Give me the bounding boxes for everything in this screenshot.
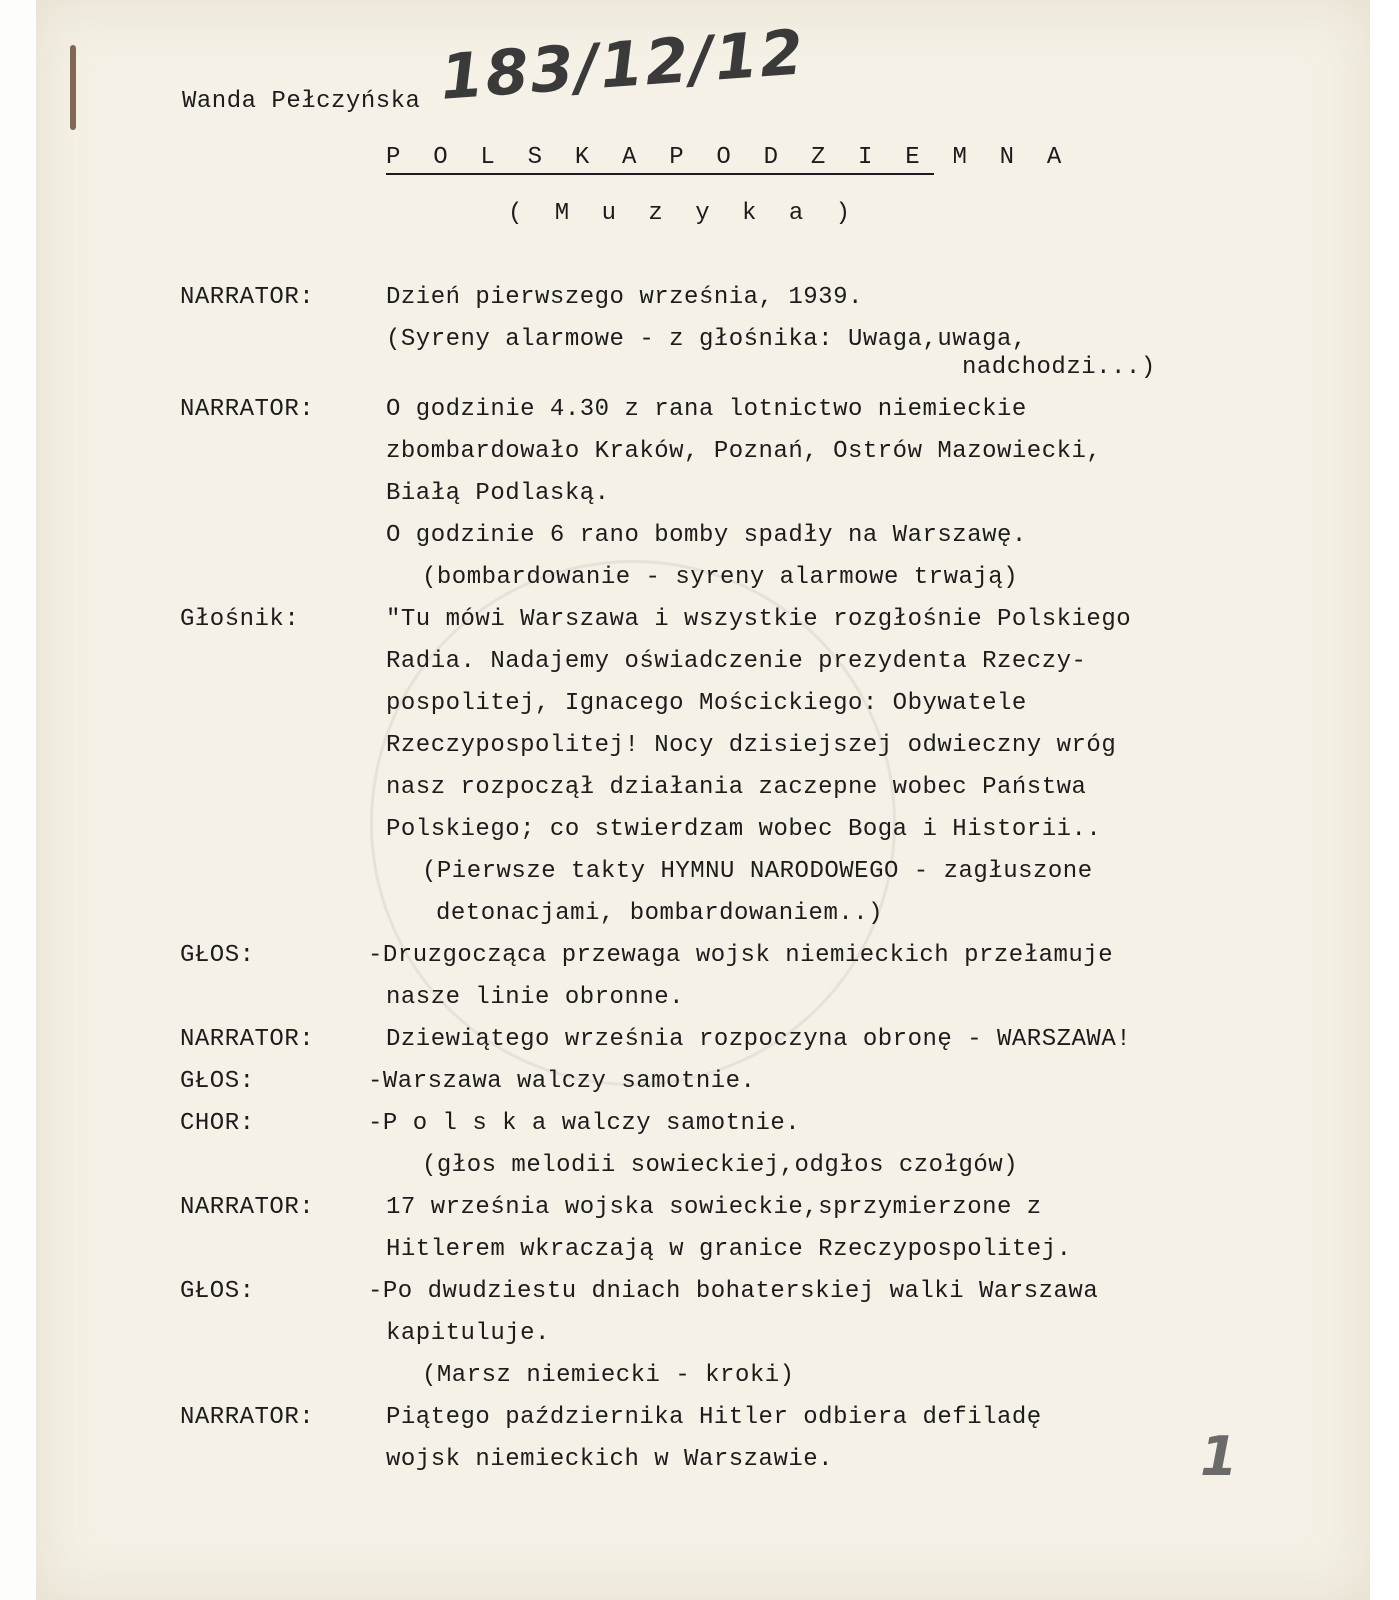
page-edge-right [1370,0,1399,1600]
script-line: 17 września wojska sowieckie,sprzymierzone z [386,1194,1042,1221]
speaker-label: NARRATOR: [180,284,315,311]
speaker-label: CHOR: [180,1110,255,1137]
script-line: Hitlerem wkraczają w granice Rzeczypospolitej. [386,1236,1072,1263]
speaker-label: NARRATOR: [180,396,315,423]
script-line: Piątego października Hitler odbiera defiladę [386,1404,1042,1431]
stage-direction: (Marsz niemiecki - kroki) [422,1362,795,1389]
speaker-label: NARRATOR: [180,1194,315,1221]
script-line: O godzinie 4.30 z rana lotnictwo niemieckie [386,396,1027,423]
script-line: Białą Podlaską. [386,480,610,507]
speaker-label: GŁOS: [180,942,255,969]
page-number: 1 [1200,1425,1238,1488]
stage-direction: nadchodzi...) [962,354,1156,381]
stage-direction: detonacjami, bombardowaniem..) [436,900,884,927]
page-edge [0,0,36,1600]
script-line: kapituluje. [386,1320,550,1347]
script-line: Dziewiątego września rozpoczyna obronę - WARSZAWA! [386,1026,1132,1053]
script-line: "Tu mówi Warszawa i wszystkie rozgłośnie Polskiego [386,606,1132,633]
stage-direction: (głos melodii sowieckiej,odgłos czołgów) [422,1152,1019,1179]
script-line: -Po dwudziestu dniach bohaterskiej walki Warszawa [368,1278,1099,1305]
script-line: Rzeczypospolitej! Nocy dzisiejszej odwieczny wróg [386,732,1117,759]
document-title: P O L S K A P O D Z I E M N A [386,144,934,175]
punch-hole-mark [70,45,76,130]
script-line: -P o l s k a walczy samotnie. [368,1110,801,1137]
script-line: zbombardowało Kraków, Poznań, Ostrów Mazowiecki, [386,438,1102,465]
speaker-label: NARRATOR: [180,1404,315,1431]
stage-direction: (Syreny alarmowe - z głośnika: Uwaga,uwaga, [386,326,1027,353]
script-line: wojsk niemieckich w Warszawie. [386,1446,834,1473]
stage-direction: (Pierwsze takty HYMNU NARODOWEGO - zagłuszone [422,858,1093,885]
speaker-label: GŁOS: [180,1278,255,1305]
script-line: nasz rozpoczął działania zaczepne wobec Państwa [386,774,1087,801]
document-subtitle: ( M u z y k a ) [508,200,860,227]
script-line: Radia. Nadajemy oświadczenie prezydenta Rzeczy- [386,648,1087,675]
script-line: Dzień pierwszego września, 1939. [386,284,863,311]
script-line: nasze linie obronne. [386,984,685,1011]
speaker-label: GŁOS: [180,1068,255,1095]
script-line: pospolitej, Ignacego Mościckiego: Obywatele [386,690,1027,717]
script-line: -Druzgocząca przewaga wojsk niemieckich przełamuje [368,942,1114,969]
script-line: O godzinie 6 rano bomby spadły na Warszawę. [386,522,1027,549]
author-name: Wanda Pełczyńska [182,88,421,115]
file-number: 183/12/12 [437,15,808,114]
speaker-label: Głośnik: [180,606,300,633]
script-line: Polskiego; co stwierdzam wobec Boga i Historii.. [386,816,1102,843]
stage-direction: (bombardowanie - syreny alarmowe trwają) [422,564,1019,591]
speaker-label: NARRATOR: [180,1026,315,1053]
script-line: -Warszawa walczy samotnie. [368,1068,756,1095]
